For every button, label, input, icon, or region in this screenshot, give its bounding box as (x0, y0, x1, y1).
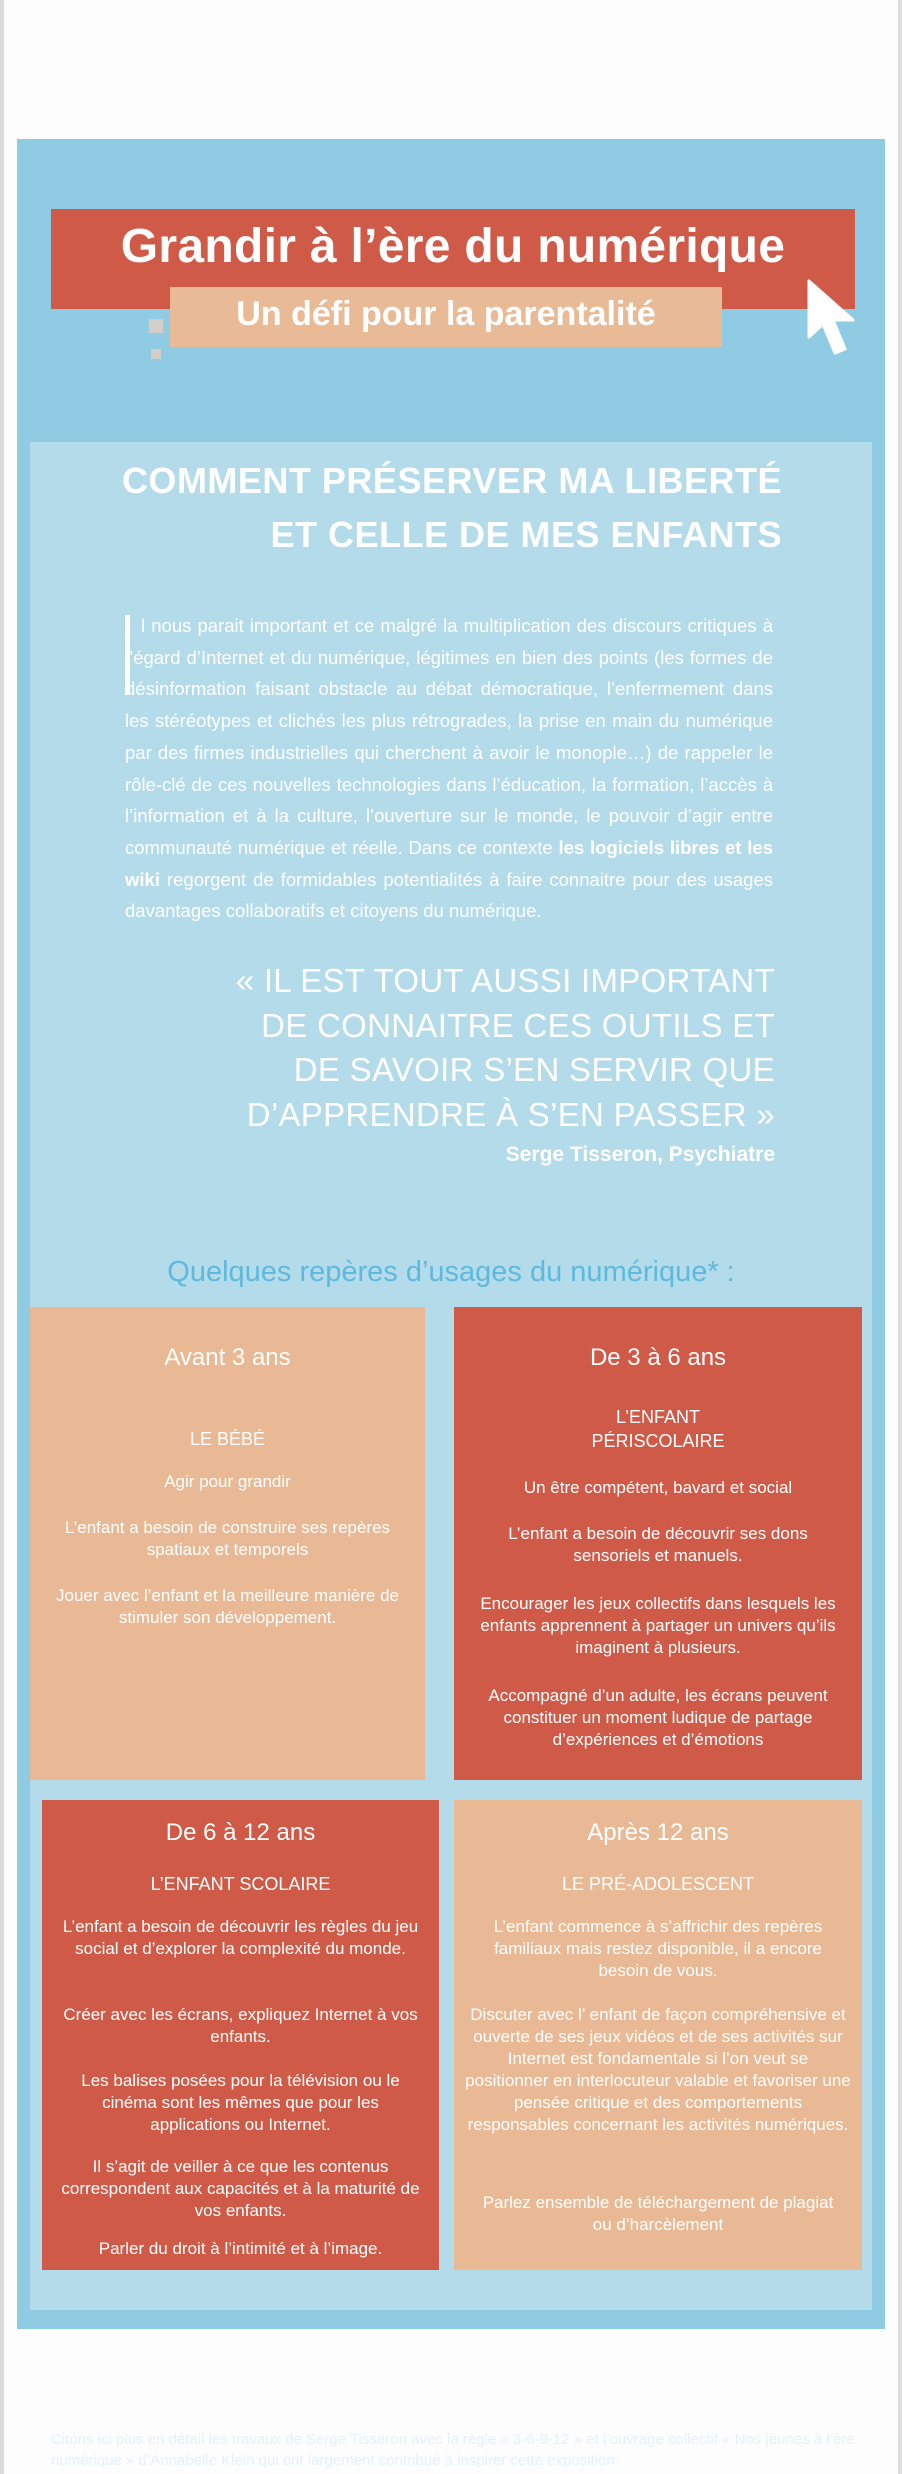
card-title: Après 12 ans (587, 1819, 729, 1846)
intro-text: l nous parait important et ce malgré la multiplication des discours critiques à l’égard d’Internet et du numérique, légitimes en bien des points (les formes de désinformation faisant obstacle au débat démocratique, l’enfermement dans les stéréotypes et clichés les plus rétrogrades, la prise en main du numérique par des firmes industrielles qui cherchent à avoir le monople…) de rappeler le rôle-clé de ces nouvelles technologies dans l’éducation, la formation, l’accès à l’information et à la culture, l’ouverture sur le monde, le pouvoir d’agir entre communauté numérique et réelle. Dans ce contexte (125, 615, 773, 858)
card-item: Discuter avec l’ enfant de façon compréhensive et ouverte de ses jeux vidéos et de ses activités sur Internet est fondamentale si l’on veut se positionner en interlocuteur valable et favoriser une pensée critique et des comportements responsables concernant les activités numériques. (465, 2005, 851, 2134)
intro-bold-text: les logiciels libres et les wiki (125, 836, 773, 890)
card-subtitle: LE BÉBÉ (189, 1429, 266, 1449)
page-subtitle: Un défi pour la parentalité (236, 295, 656, 333)
card-item: Un être compétent, bavard et social (523, 1478, 793, 1497)
age-card-over-12 (454, 1800, 862, 2270)
card-item: Agir pour grandir (164, 1472, 291, 1491)
card-item: L’enfant a besoin de construire ses repères spatiaux et temporels (64, 1518, 391, 1559)
card-item: L’enfant a besoin de découvrir ses dons sensoriels et manuels. (508, 1524, 808, 1565)
quote-author: Serge Tisseron, Psychiatre (505, 1143, 775, 1166)
page-edge-right (898, 0, 902, 2474)
page-title: Grandir à l’ère du numérique (120, 220, 786, 273)
subtitle-banner (170, 287, 722, 347)
card-item: Encourager les jeux collectifs dans lesquels les enfants apprennent à partager un univers qu’ils imaginent à plusieurs. (480, 1594, 836, 1657)
quote-line-4: D’APPRENDRE À S’EN PASSER » (246, 1095, 775, 1133)
card-title: De 6 à 12 ans (165, 1819, 316, 1846)
age-card-6-to-12 (42, 1800, 439, 2270)
intro-text-end: regorgent de formidables potentialités à faire connaitre pour des usages davantages collaboratifs et citoyens du numérique. (125, 868, 774, 922)
age-card-under-3 (30, 1307, 425, 1780)
heading-line-1: COMMENT PRÉSERVER MA LIBERTÉ (121, 460, 782, 501)
card-item: Parlez ensemble de téléchargement de plagiat ou d’harcèlement (482, 2193, 834, 2234)
footer-note: Citons ici plus en détail les travaux de Serge Tisseron avec la règle « 3-6-9-12 » et l’ouvrage collectif « Nos jeunes à l’ère numérique » d’Annabelle Klein qui ont largement contribué à inspirer cette exposition. (51, 2431, 855, 2469)
card-item: Accompagné d’un adulte, les écrans peuvent constituer un moment ludique de partage d’expériences et d’émotions (488, 1686, 828, 1749)
quote-line-1: « IL EST TOUT AUSSI IMPORTANT (235, 962, 775, 999)
age-card-3-to-6 (454, 1307, 862, 1780)
card-subtitle: L’ENFANT PÉRISCOLAIRE (591, 1407, 725, 1451)
decorative-square-small (151, 349, 161, 359)
usage-section-title: Quelques repères d’usages du numérique* : (167, 1256, 735, 1288)
card-item: Créer avec les écrans, expliquez Internet à vos enfants. (63, 2005, 418, 2046)
card-title: De 3 à 6 ans (589, 1344, 727, 1371)
cursor-arrow-icon (805, 277, 865, 361)
heading-line-2: ET CELLE DE MES ENFANTS (270, 514, 782, 555)
card-title: Avant 3 ans (164, 1344, 291, 1371)
intro-paragraph (125, 610, 773, 927)
decorative-square (149, 319, 163, 333)
card-item: L’enfant a besoin de découvrir les règles du jeu social et d’explorer la complexité du monde. (62, 1917, 419, 1958)
page-edge-left (0, 0, 4, 2474)
quote-line-3: DE SAVOIR S’EN SERVIR QUE (293, 1051, 775, 1088)
card-subtitle: LE PRÉ-ADOLESCENT (561, 1874, 755, 1894)
quote-line-2: DE CONNAITRE CES OUTILS ET (261, 1006, 775, 1044)
card-item: Les balises posées pour la télévision ou le cinéma sont les mêmes que pour les applications ou Internet. (81, 2071, 400, 2134)
card-subtitle: L’ENFANT SCOLAIRE (150, 1874, 331, 1894)
card-item: Il s’agit de veiller à ce que les contenus correspondent aux capacités et à la maturité de vos enfants. (61, 2157, 420, 2220)
quote (236, 959, 775, 1137)
card-item: Parler du droit à l’intimité et à l’image. (98, 2239, 383, 2258)
section-heading (122, 454, 782, 562)
card-item: L’enfant commence à s’affrichir des repères familiaux mais restez disponible, il a encore besoin de vous. (493, 1917, 823, 1980)
card-item: Jouer avec l’enfant et la meilleure manière de stimuler son développement. (55, 1586, 400, 1627)
